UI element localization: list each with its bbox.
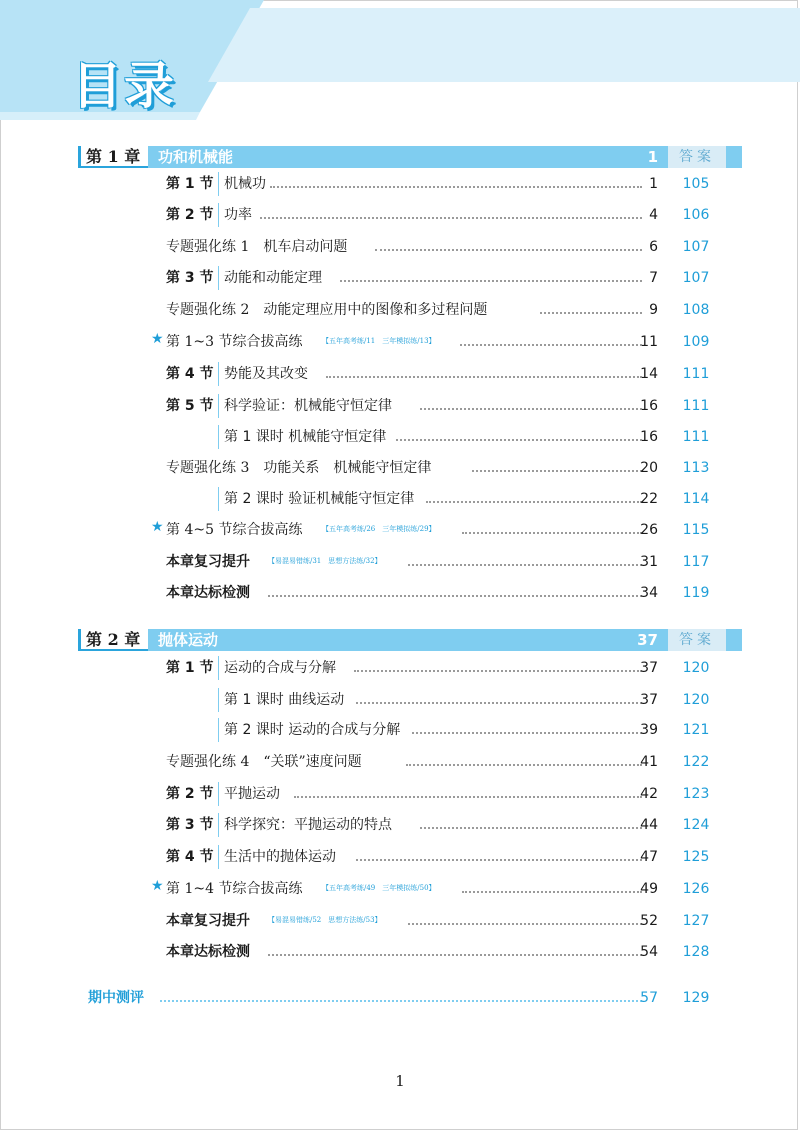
entry-page: 57: [640, 990, 658, 1006]
entry-title: 第 1~4 节综合拔高练: [166, 879, 306, 899]
entry-page: 7: [649, 270, 658, 286]
star-icon: ★: [151, 519, 164, 535]
toc-entry[interactable]: [0, 362, 800, 386]
leader-dots: [268, 954, 642, 956]
leader-dots: [412, 732, 642, 734]
chapter-label: 第 1 章: [78, 146, 148, 168]
toc-entry[interactable]: [0, 782, 800, 806]
entry-page: 37: [640, 660, 658, 676]
answer-page: 117: [682, 554, 710, 570]
toc-entry[interactable]: [0, 718, 800, 742]
leader-dots: [160, 1000, 642, 1002]
toc-entry[interactable]: [0, 456, 800, 480]
answer-page: 105: [682, 176, 710, 192]
section-number: 第 2 节: [166, 207, 214, 223]
answer-page: 119: [682, 585, 710, 601]
entry-title: 本章达标检测: [166, 583, 254, 603]
answer-page: 114: [682, 491, 710, 507]
answer-page: 107: [682, 270, 710, 286]
entry-note: 【五年高考练/11 三年模拟练/13】: [322, 336, 440, 346]
chapter-title: 功和机械能: [158, 148, 234, 166]
leader-dots: [354, 670, 642, 672]
entry-page: 26: [640, 522, 658, 538]
toc-entry-midterm[interactable]: [0, 986, 800, 1010]
entry-page: 41: [640, 754, 658, 770]
entry-page: 42: [640, 786, 658, 802]
entry-title: 第 4~5 节综合拔高练: [166, 520, 306, 540]
entry-title: 动能和动能定理: [224, 268, 326, 288]
entry-title: 专题强化练 4 “关联”速度问题: [166, 752, 366, 772]
divider: [218, 782, 219, 806]
leader-dots: [326, 376, 642, 378]
entry-page: 34: [640, 585, 658, 601]
entry-title: 专题强化练 2 动能定理应用中的图像和多过程问题: [166, 300, 491, 320]
divider: [218, 688, 219, 712]
answer-page: 127: [682, 913, 710, 929]
entry-page: 52: [640, 913, 658, 929]
answer-page: 111: [682, 366, 710, 382]
toc-entry[interactable]: [0, 235, 800, 259]
section-number: 第 3 节: [166, 270, 214, 286]
answer-header: 答案: [668, 146, 726, 168]
entry-title: 第 2 课时 验证机械能守恒定律: [224, 489, 418, 509]
star-icon: ★: [151, 331, 164, 347]
entry-page: 39: [640, 722, 658, 738]
toc-entry[interactable]: [0, 425, 800, 449]
leader-dots: [420, 408, 642, 410]
answer-page: 129: [682, 990, 710, 1006]
leader-dots: [268, 595, 642, 597]
toc-entry[interactable]: [0, 266, 800, 290]
section-number: 第 1 节: [166, 176, 214, 192]
divider: [218, 487, 219, 511]
chapter-title: 抛体运动: [158, 631, 219, 649]
entry-page: 44: [640, 817, 658, 833]
answer-page: 107: [682, 239, 710, 255]
leader-dots: [270, 186, 642, 188]
section-number: 第 1 节: [166, 660, 214, 676]
answer-page: 120: [682, 692, 710, 708]
toc-entry[interactable]: [0, 298, 800, 322]
toc-entry[interactable]: [0, 518, 800, 542]
leader-dots: [356, 702, 642, 704]
divider: [218, 425, 219, 449]
divider: [218, 718, 219, 742]
toc-entry[interactable]: [0, 750, 800, 774]
toc-entry[interactable]: [0, 909, 800, 933]
answer-page: 111: [682, 429, 710, 445]
toc-entry[interactable]: [0, 581, 800, 605]
answer-page: 123: [682, 786, 710, 802]
answer-page: 126: [682, 881, 710, 897]
entry-note: 【易混易错练/31 思想方法练/32】: [268, 556, 386, 566]
answer-page: 115: [682, 522, 710, 538]
entry-page: 6: [649, 239, 658, 255]
chapter-page: 1: [647, 148, 658, 166]
entry-title: 本章复习提升: [166, 552, 254, 572]
toc-entry[interactable]: [0, 940, 800, 964]
toc-entry[interactable]: [0, 203, 800, 227]
leader-dots: [408, 923, 642, 925]
leader-dots: [408, 564, 642, 566]
divider: [218, 172, 219, 196]
entry-title: 第 1~3 节综合拔高练: [166, 332, 306, 352]
answer-page: 113: [682, 460, 710, 476]
entry-page: 49: [640, 881, 658, 897]
entry-page: 16: [640, 398, 658, 414]
toc-entry[interactable]: [0, 688, 800, 712]
section-number: 第 5 节: [166, 398, 214, 414]
answer-header: 答案: [668, 629, 726, 651]
entry-title: 本章复习提升: [166, 911, 254, 931]
entry-page: 11: [640, 334, 658, 350]
entry-title: 本章达标检测: [166, 942, 254, 962]
divider: [218, 266, 219, 290]
toc-entry[interactable]: [0, 394, 800, 418]
entry-page: 14: [640, 366, 658, 382]
answer-page: 108: [682, 302, 710, 318]
entry-title: 专题强化练 1 机车启动问题: [166, 237, 351, 257]
entry-page: 9: [649, 302, 658, 318]
divider: [218, 203, 219, 227]
answer-page: 128: [682, 944, 710, 960]
leader-dots: [396, 439, 642, 441]
leader-dots: [294, 796, 642, 798]
section-number: 第 3 节: [166, 817, 214, 833]
chapter-1-header[interactable]: [78, 146, 726, 168]
entry-page: 4: [649, 207, 658, 223]
divider: [218, 656, 219, 680]
entry-note: 【易混易错练/52 思想方法练/53】: [268, 915, 386, 925]
toc-entry[interactable]: [0, 877, 800, 901]
leader-dots: [375, 249, 642, 251]
answer-page: 109: [682, 334, 710, 350]
entry-title: 第 1 课时 机械能守恒定律: [224, 427, 390, 447]
toc-entry[interactable]: [0, 172, 800, 196]
divider: [218, 394, 219, 418]
entry-page: 20: [640, 460, 658, 476]
section-number: 第 2 节: [166, 786, 214, 802]
toc-title: 目录: [72, 57, 176, 115]
leader-dots: [420, 827, 642, 829]
toc-entry[interactable]: [0, 330, 800, 354]
answer-page: 120: [682, 660, 710, 676]
leader-dots: [406, 764, 642, 766]
leader-dots: [356, 859, 642, 861]
entry-title: 功率: [224, 205, 256, 225]
entry-page: 54: [640, 944, 658, 960]
answer-page: 121: [682, 722, 710, 738]
entry-page: 22: [640, 491, 658, 507]
answer-page: 111: [682, 398, 710, 414]
page-number: 1: [395, 1072, 405, 1090]
entry-title: 第 1 课时 曲线运动: [224, 690, 348, 710]
divider: [218, 845, 219, 869]
entry-title: 生活中的抛体运动: [224, 847, 340, 867]
divider: [218, 362, 219, 386]
star-icon: ★: [151, 878, 164, 894]
entry-title: 专题强化练 3 功能关系 机械能守恒定律: [166, 458, 435, 478]
entry-page: 16: [640, 429, 658, 445]
answer-page: 125: [682, 849, 710, 865]
entry-title: 运动的合成与分解: [224, 658, 340, 678]
leader-dots: [340, 280, 642, 282]
header-banner: [0, 0, 800, 130]
entry-page: 31: [640, 554, 658, 570]
entry-title: 平抛运动: [224, 784, 284, 804]
entry-title: 机械功: [224, 174, 270, 194]
entry-page: 1: [649, 176, 658, 192]
answer-page: 124: [682, 817, 710, 833]
entry-title: 科学探究：平抛运动的特点: [224, 815, 396, 835]
entry-page: 37: [640, 692, 658, 708]
toc-entry[interactable]: [0, 845, 800, 869]
answer-page: 106: [682, 207, 710, 223]
entry-title: 势能及其改变: [224, 364, 312, 384]
entry-page: 47: [640, 849, 658, 865]
entry-note: 【五年高考练/49 三年模拟练/50】: [322, 883, 440, 893]
section-number: 第 4 节: [166, 366, 214, 382]
chapter-page: 37: [637, 631, 658, 649]
entry-note: 【五年高考练/26 三年模拟练/29】: [322, 524, 440, 534]
toc-entry[interactable]: [0, 550, 800, 574]
leader-dots: [260, 217, 642, 219]
entry-title: 第 2 课时 运动的合成与分解: [224, 720, 404, 740]
chapter-label: 第 2 章: [78, 629, 148, 651]
toc-entry[interactable]: [0, 813, 800, 837]
entry-title: 科学验证：机械能守恒定律: [224, 396, 396, 416]
entry-title: 期中测评: [88, 988, 148, 1008]
answer-page: 122: [682, 754, 710, 770]
toc-entry[interactable]: [0, 487, 800, 511]
divider: [218, 813, 219, 837]
section-number: 第 4 节: [166, 849, 214, 865]
toc-entry[interactable]: [0, 656, 800, 680]
chapter-2-header[interactable]: [78, 629, 726, 651]
